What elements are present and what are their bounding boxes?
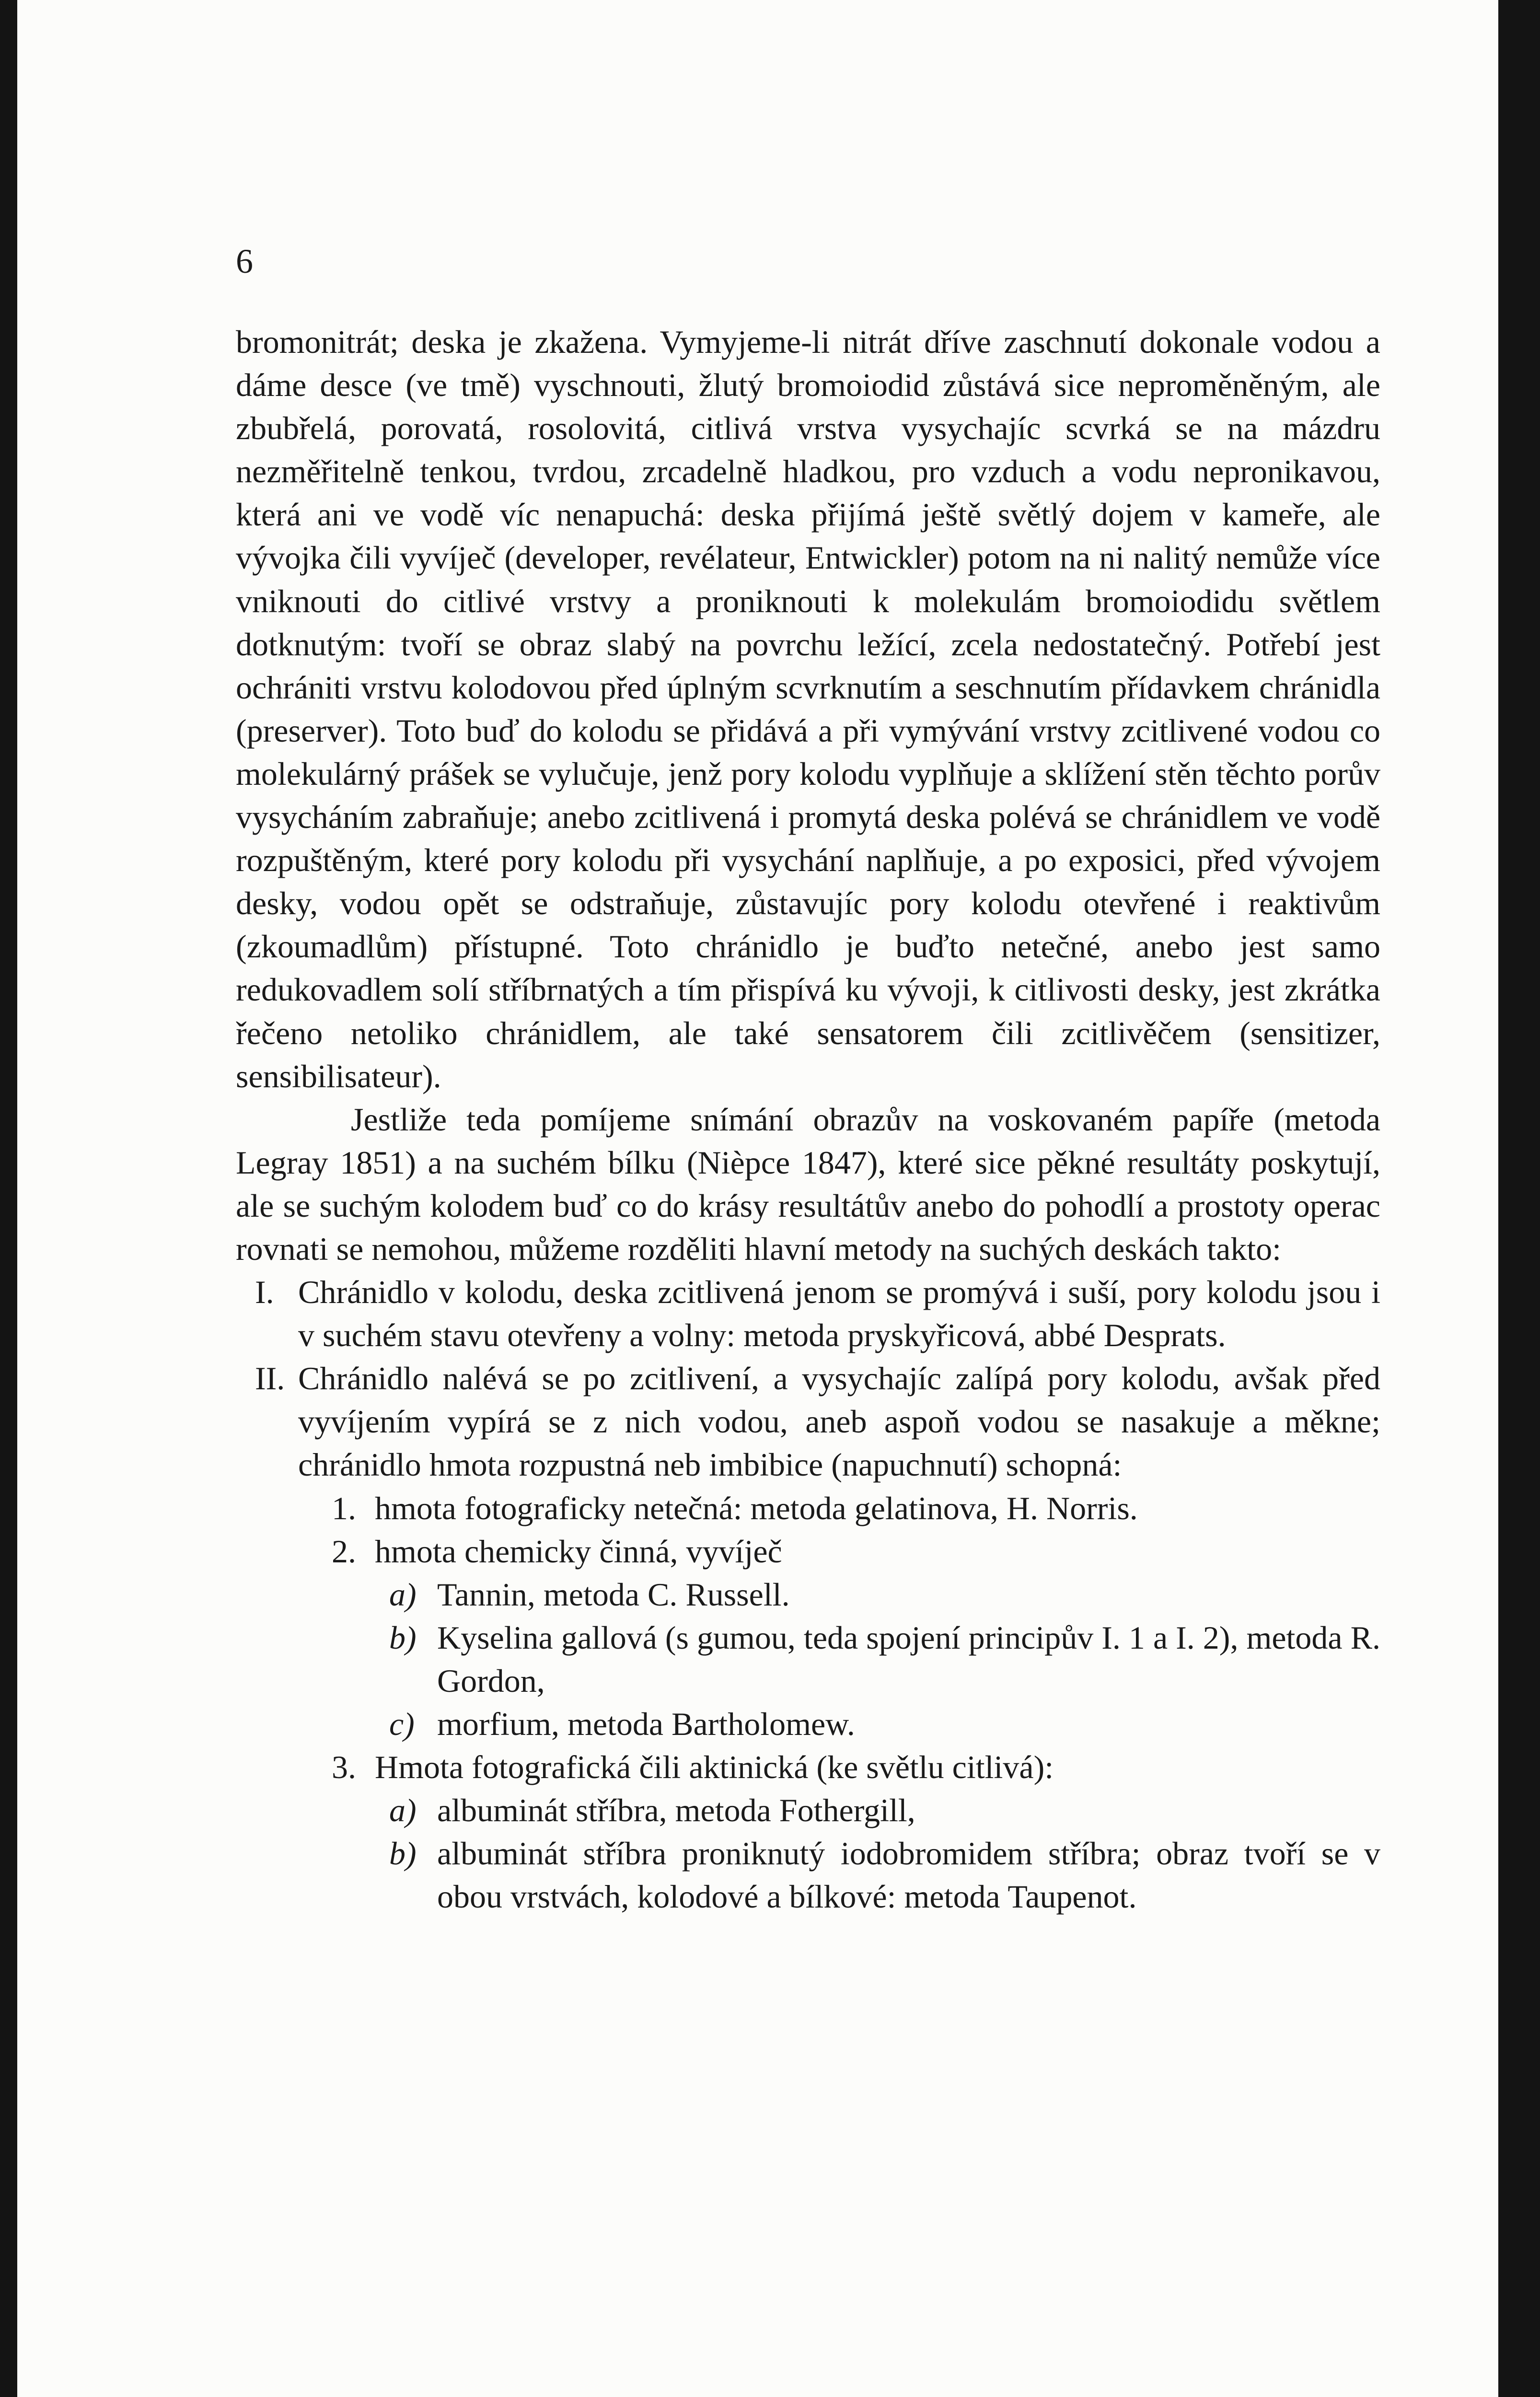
list-label: a) (389, 1792, 417, 1829)
list-label: b) (389, 1619, 417, 1656)
list-text: Tannin, metoda C. Russell. (437, 1576, 790, 1613)
list-item-II-1 (332, 1487, 1380, 1530)
list-text: hmota chemicky činná, vyvíječ (375, 1533, 782, 1570)
list-label: 3. (332, 1749, 356, 1786)
list-text: Hmota fotografická čili aktinická (ke světlu citlivá): (375, 1749, 1054, 1786)
book-page (17, 0, 1498, 2397)
list-item-II-3 (332, 1745, 1380, 1789)
list-text: Chránidlo nalévá se po zcitlivení, a vysychajíc zalípá pory kolodu, avšak před vyvíjením vypírá se z nich vodou, aneb aspoň vodou se nasakuje a měkne; chránidlo hmota rozpustná neb imbibice (napuchnutí) schopná: (298, 1360, 1380, 1483)
list-label: 1. (332, 1489, 356, 1526)
body-text (236, 320, 1380, 1918)
paragraph: bromonitrát; deska je zkažena. Vymyjeme-li nitrát dříve zaschnutí dokonale vodou a dáme desce (ve tmě) vyschnouti, žlutý bromoiodid zůstává sice neproměněným, ale zbubřelá, porovatá, rosolovitá, citlivá vrstva vysychajíc scvrká se na mázdru nezměřitelně tenkou, tvrdou, zrcadelně hladkou, pro vzduch a vodu nepronikavou, která ani ve vodě víc nenapuchá: deska přijímá ještě světlý dojem v kameře, ale vývojka čili vyvíječ (developer, revélateur, Entwickler) potom na ni nalitý nemůže více vniknouti do citlivé vrstvy a proniknouti k molekulám bromoiodidu světlem dotknutým: tvoří se obraz slabý na povrchu ležící, zcela nedostatečný. Potřebí jest ochrániti vrstvu kolodovou před úplným scvrknutím a seschnutím přídavkem chránidla (preserver). Toto buď do kolodu se přidává a při vymývání vrstvy zcitlivené vodou co molekulárný prášek se vylučuje, jenž pory kolodu vyplňuje a sklížení stěn těchto porův vysycháním zabraňuje; anebo zcitlivená i promytá deska polévá se chránidlem ve vodě rozpuštěným, které pory kolodu při vysychání naplňuje, a po exposici, před vývojem desky, vodou opět se odstraňuje, zůstavujíc pory kolodu otevřené i reaktivům (zkoumadlům) přístupné. Toto chránidlo je buďto netečné, anebo jest samo redukovadlem solí stříbrnatých a tím přispívá ku vývoji, k citlivosti desky, jest zkrátka řečeno netoliko chránidlem, ale také sensatorem čili zcitlivěčem (sensitizer, sensibilisateur). (236, 324, 1380, 1094)
list-text: hmota fotograficky netečná: metoda gelatinova, H. Norris. (375, 1489, 1138, 1526)
paragraph: Jestliže teda pomíjeme snímání obrazův na voskovaném papíře (metoda Legray 1851) a na suchém bílku (Nièpce 1847), které sice pěkné resultáty poskytují, ale se suchým kolodem buď co do krásy resultátův anebo do pohodlí a prostoty operac rovnati se nemohou, můžeme rozděliti hlavní metody na suchých deskách takto: (236, 1101, 1380, 1267)
list-item-II-3-a (389, 1789, 1380, 1832)
list-label: I. (255, 1274, 274, 1311)
list-item-II-2-b (389, 1616, 1380, 1702)
list-item-II-2-a (389, 1573, 1380, 1616)
list-item-II-2 (332, 1530, 1380, 1573)
list-item-I (255, 1270, 1380, 1357)
list-item-II (255, 1357, 1380, 1486)
list-text: albuminát stříbra proniknutý iodobromidem stříbra; obraz tvoří se v obou vrstvách, kolodové a bílkové: metoda Taupenot. (437, 1835, 1380, 1915)
list-text: albuminát stříbra, metoda Fothergill, (437, 1792, 915, 1829)
list-label: II. (255, 1360, 285, 1397)
list-label: c) (389, 1706, 415, 1742)
list-text: Kyselina gallová (s gumou, teda spojení principův I. 1 a I. 2), metoda R. Gordon, (437, 1619, 1380, 1699)
list-label: 2. (332, 1533, 356, 1570)
list-label: b) (389, 1835, 417, 1872)
list-text: morfium, metoda Bartholomew. (437, 1706, 855, 1742)
list-label: a) (389, 1576, 417, 1613)
list-text: Chránidlo v kolodu, deska zcitlivená jenom se promývá i suší, pory kolodu jsou i v suchém stavu otevřeny a volny: metoda pryskyřicová, abbé Desprats. (298, 1274, 1380, 1354)
page-number: 6 (236, 242, 253, 280)
list-item-II-2-c (389, 1702, 1380, 1745)
list-item-II-3-b (389, 1832, 1380, 1918)
